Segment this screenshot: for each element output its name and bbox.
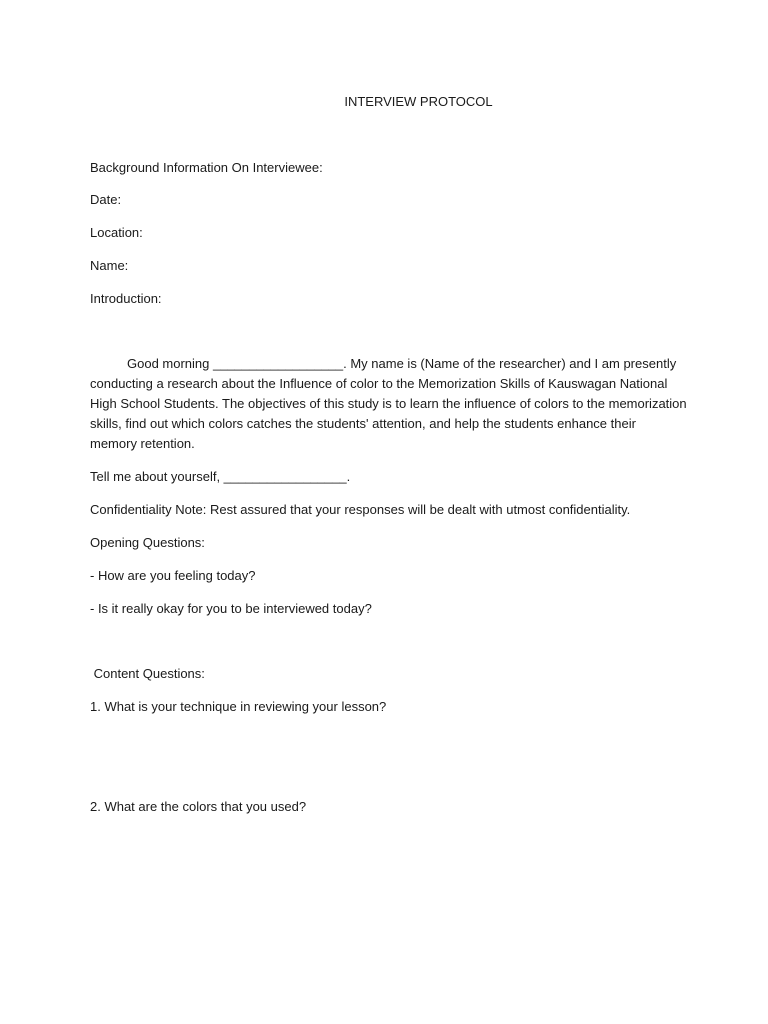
- name-label: Name:: [90, 258, 129, 273]
- date-label: Date:: [90, 192, 122, 207]
- paragraph-line: High School Students. The objectives of this study is to learn the influence of colors to the memorization: [90, 396, 687, 411]
- confidentiality-note: Confidentiality Note: Rest assured that your responses will be dealt with utmost confidentiality.: [90, 502, 631, 517]
- paragraph-line: Good morning __________________. My name is (Name of the researcher) and I am presently: [127, 356, 677, 371]
- introduction-paragraph: [90, 354, 687, 454]
- document-title: INTERVIEW PROTOCOL: [344, 94, 493, 109]
- content-question-1: 1. What is your technique in reviewing your lesson?: [90, 699, 387, 714]
- content-questions-heading: Content Questions:: [90, 666, 205, 681]
- tell-me-prompt: Tell me about yourself, _________________.: [90, 469, 351, 484]
- content-question-2: 2. What are the colors that you used?: [90, 799, 307, 814]
- paragraph-line: skills, find out which colors catches the students' attention, and help the students enhance their: [90, 416, 636, 431]
- background-heading: Background Information On Interviewee:: [90, 160, 323, 175]
- opening-question-1: - How are you feeling today?: [90, 568, 256, 583]
- opening-questions-heading: Opening Questions:: [90, 535, 205, 550]
- introduction-label: Introduction:: [90, 291, 162, 306]
- paragraph-line: conducting a research about the Influence of color to the Memorization Skills of Kauswagan National: [90, 376, 668, 391]
- opening-question-2: - Is it really okay for you to be interviewed today?: [90, 601, 372, 616]
- location-label: Location:: [90, 225, 143, 240]
- paragraph-line: memory retention.: [90, 436, 195, 451]
